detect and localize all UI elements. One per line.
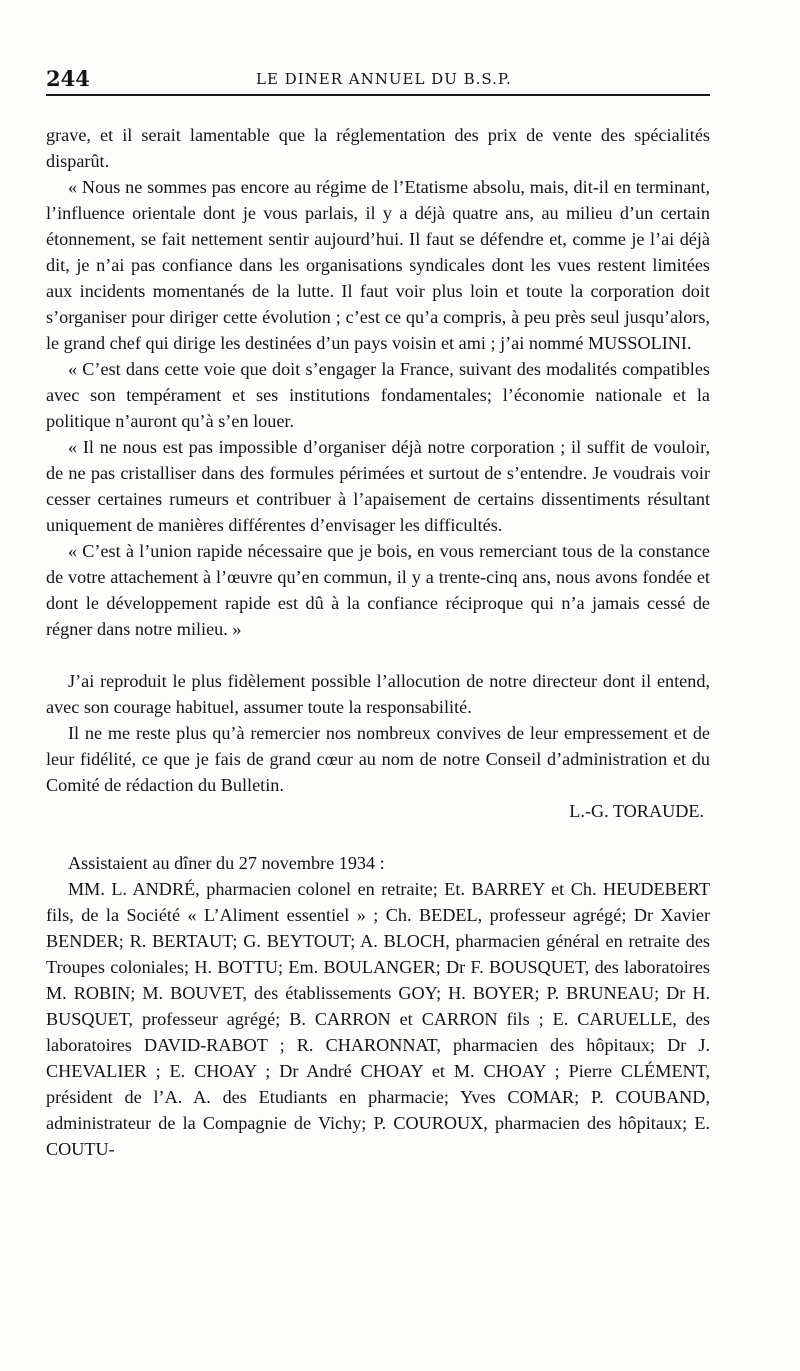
speech-paragraph-3: « Il ne nous est pas impossible d’organiser déjà notre corporation ; il suffit de vouloir, de ne pas cristalliser dans des formules périmées et surtout de s’entendre. Je voudrais voir cesser certaines rumeurs et contribuer à l’apaisement de certains dissentiments résultant uniquement de manières différentes d’envisager les difficultés.	[46, 437, 710, 535]
paragraph-continuation: grave, et il serait lamentable que la réglementation des prix de vente des spécialités disparût.	[46, 125, 710, 171]
author-paragraph-2: Il ne me reste plus qu’à remercier nos nombreux convives de leur empressement et de leur fidélité, ce que je fais de grand cœur au nom de notre Conseil d’administration et du Comité de rédaction du Bulletin.	[46, 723, 710, 795]
page-header	[46, 66, 710, 96]
body-text	[46, 122, 710, 1162]
section-gap-2	[46, 824, 710, 850]
running-title: LE DINER ANNUEL DU B.S.P.	[256, 70, 512, 88]
speech-paragraph-2: « C’est dans cette voie que doit s’engager la France, suivant des modalités compatibles avec son tempérament et ses institutions fondamentales; l’économie nationale et la politique n’auront qu’à s’en louer.	[46, 359, 710, 431]
page-number: 244	[46, 66, 90, 91]
attendee-list: MM. L. ANDRÉ, pharmacien colonel en retraite; Et. BARREY et Ch. HEUDEBERT fils, de la Société « L’Aliment essentiel » ; Ch. BEDEL, professeur agrégé; Dr Xavier BENDER; R. BERTAUT; G. BEYTOUT; A. BLOCH, pharmacien général en retraite des Troupes coloniales; H. BOTTU; Em. BOULANGER; Dr F. BOUSQUET, des laboratoires M. ROBIN; M. BOUVET, des établissements GOY; H. BOYER; P. BRUNEAU; Dr H. BUSQUET, professeur agrégé; B. CARRON et CARRON fils ; E. CARUELLE, des laboratoires DAVID-RABOT ; R. CHARONNAT, pharmacien des hôpitaux; Dr J. CHEVALIER ; E. CHOAY ; Dr André CHOAY et M. CHOAY ; Pierre CLÉMENT, président de l’A. A. des Etudiants en pharmacie; Yves COMAR; P. COUBAND, administrateur de la Compagnie de Vichy; P. COUROUX, pharmacien des hôpitaux; E. COUTU-	[46, 879, 710, 1159]
speech-paragraph-4: « C’est à l’union rapide nécessaire que je bois, en vous remerciant tous de la constance de votre attachement à l’œuvre qu’en commun, il y a trente-cinq ans, nous avons fondée et dont le développement rapide est dû à la confiance réciproque qui n’a jamais cessé de régner dans notre milieu. »	[46, 541, 710, 639]
attendee-section	[46, 850, 710, 1162]
author-paragraph-1: J’ai reproduit le plus fidèlement possible l’allocution de notre directeur dont il entend, avec son courage habituel, assumer toute la responsabilité.	[46, 671, 710, 717]
section-gap	[46, 642, 710, 668]
speech-paragraph-1: « Nous ne sommes pas encore au régime de l’Etatisme absolu, mais, dit-il en terminant, l’influence orientale dont je vous parlais, il y a déjà quatre ans, au milieu d’un certain étonnement, se fait nettement sentir aujourd’hui. Il faut se défendre et, comme je l’ai déjà dit, je n’ai pas confiance dans les organisations syndicales dont les vues restent limitées aux incidents momentanés de la lutte. Il faut voir plus loin et toute la corporation doit s’organiser pour diriger cette évolution ; c’est ce qu’a compris, à peu près seul jusqu’alors, le grand chef qui dirige les destinées d’un pays voisin et ami ; j’ai nommé MUSSOLINI.	[46, 177, 710, 353]
signature: L.-G. TORAUDE.	[569, 801, 704, 821]
attendee-intro: Assistaient au dîner du 27 novembre 1934 :	[68, 853, 385, 873]
